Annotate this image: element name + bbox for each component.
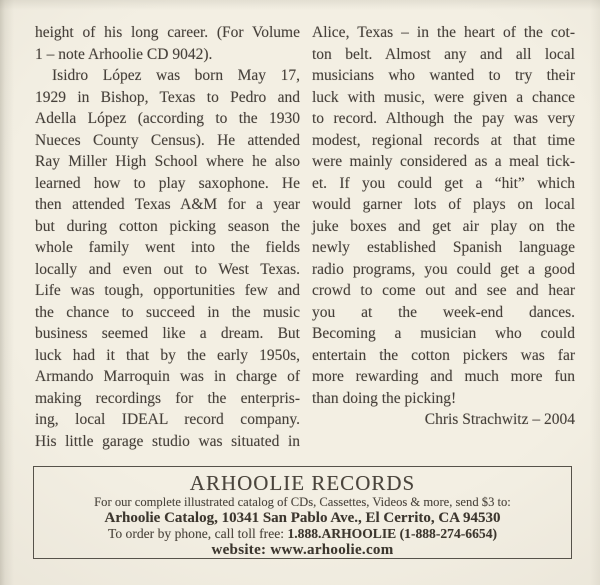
- website-line: website: www.arhoolie.com: [211, 541, 394, 558]
- text-line: luck with music, were given a chance: [312, 88, 575, 106]
- text-line: then attended Texas A&M for a year: [35, 196, 300, 213]
- text-line: would garner lots of plays on local: [312, 196, 575, 213]
- text-line: learned how to play saxophone. He: [35, 174, 300, 192]
- text-line: Nueces County Census). He attended: [35, 131, 300, 149]
- text-line: but during cotton picking season the: [35, 217, 300, 235]
- text-line: making recordings for the enterpris-: [35, 389, 300, 407]
- text-line: juke boxes and get air play on the: [312, 217, 575, 235]
- text-line: entertain the cotton pickers was far: [312, 346, 575, 364]
- text-line: 1 – note Arhoolie CD 9042).: [35, 45, 213, 63]
- text-line: were mainly considered as a meal tick-: [312, 153, 575, 170]
- catalog-phone-line: [34, 526, 571, 542]
- text-line: the chance to succeed in the music: [35, 303, 300, 321]
- text-line: Becoming a musician who could: [312, 325, 575, 342]
- text-line: luck had it that by the early 1950s,: [35, 346, 300, 364]
- catalog-address-line: Arhoolie Catalog, 10341 San Pablo Ave., El Cerrito, CA 94530: [104, 509, 501, 526]
- text-line: et. If you could get a “hit” which: [312, 174, 575, 192]
- text-line: more rewarding and much more fun: [312, 368, 575, 385]
- text-line: 1929 in Bishop, Texas to Pedro and: [35, 88, 300, 106]
- text-line: crowd to come out and see and hear: [312, 282, 575, 299]
- text-line: His little garage studio was situated in: [35, 432, 300, 450]
- text-line: to record. Although the pay was very: [312, 110, 575, 127]
- text-line: whole family went into the fields: [35, 239, 300, 256]
- catalog-box: [33, 466, 572, 559]
- right-column: [312, 22, 575, 452]
- text-line: Isidro López was born May 17,: [52, 67, 300, 84]
- text-line: height of his long career. (For Volume: [35, 24, 300, 41]
- text-line: locally and even out to West Texas.: [35, 260, 300, 278]
- text-line: Ray Miller High School where he also: [35, 153, 300, 170]
- text-line: modest, regional records at that time: [312, 131, 575, 149]
- phone-number: 1.888.ARHOOLIE (1-888-274-6654): [287, 526, 498, 541]
- text-line: musicians who wanted to try their: [312, 67, 575, 84]
- text-line: Adella López (according to the 1930: [35, 110, 300, 127]
- text-line: than doing the picking!: [312, 389, 457, 407]
- catalog-box-title: ARHOOLIE RECORDS: [189, 471, 416, 495]
- text-line: ing, local IDEAL record company.: [35, 411, 300, 428]
- phone-line-prefix: To order by phone, call toll free:: [107, 526, 288, 541]
- catalog-intro-line: For our complete illustrated catalog of CDs, Cassettes, Videos & more, send $3 to:: [94, 495, 511, 509]
- text-line: Alice, Texas – in the heart of the cot-: [312, 24, 575, 41]
- text-line: business seemed like a dream. But: [35, 325, 300, 342]
- text-columns: [35, 22, 575, 452]
- text-line: Armando Marroquin was in charge of: [35, 368, 300, 385]
- left-column: [35, 22, 300, 452]
- text-line: radio programs, you could get a good: [312, 260, 575, 278]
- text-line: Chris Strachwitz – 2004: [424, 411, 575, 428]
- text-line: ton belt. Almost any and all local: [312, 45, 575, 63]
- text-line: Life was tough, opportunities few and: [35, 282, 300, 299]
- text-line: you at the week-end dances.: [312, 303, 575, 321]
- text-line: newly established Spanish language: [312, 239, 575, 256]
